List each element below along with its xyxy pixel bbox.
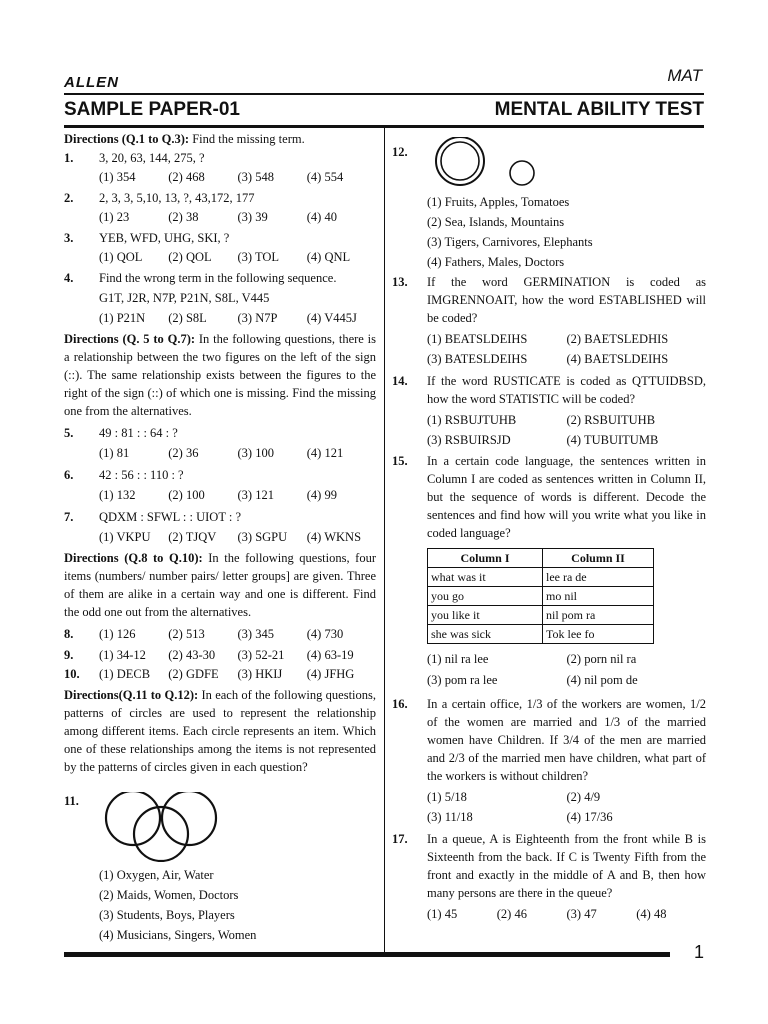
question-14: 14. If the word RUSTICATE is coded as QTTUIDBSD, how the word STATISTIC will be coded? (1) RSBUJTUHB (2) RSBUITUHB (3) RSBUIRSJD (4) TUBUITUMB	[392, 374, 706, 447]
table-row: you like it nil pom ra	[428, 606, 654, 625]
column-divider	[384, 128, 385, 955]
header-rule	[64, 93, 704, 95]
question-6: 6. 42 : 56 : : 110 : ? (1) 132 (2) 100 (3) 121 (4) 99	[64, 468, 337, 502]
table-row: she was sick Tok lee fo	[428, 625, 654, 644]
question-7: 7. QDXM : SFWL : : UIOT : ? (1) VKPU (2) TJQV (3) SGPU (4) WKNS	[64, 510, 362, 544]
question-4: 4. Find the wrong term in the following sequence. G1T, J2R, N7P, P21N, S8L, V445 (1) P21N (2) S8L (3) N7P (4) V445J	[64, 271, 357, 325]
venn-circle-bottom	[134, 807, 188, 861]
subject-label: MAT	[667, 66, 702, 85]
test-title: MENTAL ABILITY TEST	[494, 99, 704, 120]
page-number: 1	[693, 942, 704, 962]
venn-diagram-figure	[99, 792, 299, 862]
question-12: 12. (1) Fruits, Apples, Tomatoes (2) Sea, Islands, Mountains (3) Tigers, Carnivores, Elephants (4) Fathers, Males, Doctors	[392, 137, 706, 271]
question-8: 8. (1) 126 (2) 513 (3) 345 (4) 730	[64, 627, 344, 641]
question-16: 16. In a certain office, 1/3 of the workers are women, 1/2 of the women are married and 1/3 of the married women have Children. If 3/4 of the men are married and 2/3 of the married men have children, what part of the workers is without children? (1) 5/18 (2) 4/9 (3) 11/18 (4) 17/36	[392, 697, 706, 824]
separate-circle	[510, 161, 534, 185]
question-17: 17. In a queue, A is Eighteenth from the front while B is Sixteenth from the back. If C is Twenty Fifth from the front and exactly in the middle of A and B, then how many persons are there in the queue? (1) 45 (2) 46 (3) 47 (4) 48	[392, 832, 706, 921]
venn-circle-right	[162, 792, 216, 845]
right-column	[392, 146, 706, 923]
question-10: 10. (1) DECB (2) GDFE (3) HKIJ (4) JFHG	[64, 667, 355, 681]
brand-logo: ALLEN	[64, 74, 119, 91]
directions-3: Directions (Q.8 to Q.10): In the following questions, four items (numbers/ number pairs/ letter groups] are given. Three of them are alike in a certain way and one is different. Find the odd one out from the alternatives.	[64, 551, 377, 619]
directions-1: Directions (Q.1 to Q.3): Find the missing term.	[64, 132, 305, 146]
question-15: 15. In a certain code language, the sentences written in Column I are coded as sentences written in Column II, but the sequence of words is different. Decode the sentences and find how will you write what you like in coded language? Column I Column II what was it lee ra de you go mo nil you like it nil pom ra she was sick Tok lee fo (1) nil ra lee (2) porn nil ra (3) pom ra lee (4) nil pom de	[392, 454, 706, 687]
question-9: 9. (1) 34-12 (2) 43-30 (3) 52-21 (4) 63-19	[64, 648, 354, 662]
directions-4: Directions(Q.11 to Q.12): In each of the following questions, patterns of circles are used to represent the relationship among different items. Each circle represents an item. Which one of these relationships among the items is not represented by the patterns of circles given in each question?	[64, 688, 377, 774]
table-row: you go mo nil	[428, 587, 654, 606]
directions-2: Directions (Q. 5 to Q.7): In the following questions, there is a relationship between the two figures on the left of the sign (::). The same relationship exists between the figures to the right of the sign (::) of which one is missing. Find the missing one from the alternatives.	[64, 332, 377, 418]
question-3: 3. YEB, WFD, UHG, SKI, ? (1) QOL (2) QOL (3) TOL (4) QNL	[64, 231, 351, 264]
outer-circle	[436, 137, 484, 185]
question-1: 1. 3, 20, 63, 144, 275, ? (1) 354 (2) 468 (3) 548 (4) 554	[64, 151, 344, 184]
footer-rule	[64, 952, 670, 957]
paper-title: SAMPLE PAPER-01	[64, 99, 240, 120]
question-5: 5. 49 : 81 : : 64 : ? (1) 81 (2) 36 (3) 100 (4) 121	[64, 426, 344, 460]
table-row: what was it lee ra de	[428, 568, 654, 587]
question-13: 13. If the word GERMINATION is coded as IMGRENNOAIT, how the word ESTABLISHED will be coded? (1) BEATSLDEIHS (2) BAETSLEDHIS (3) BATESLDEIHS (4) BAETSLDEIHS	[392, 275, 706, 366]
venn-circle-left	[106, 792, 160, 845]
code-table: Column I Column II what was it lee ra de you go mo nil you like it nil pom ra she was sick Tok lee fo	[427, 548, 654, 644]
left-column	[64, 130, 376, 946]
circles-figure	[427, 137, 627, 189]
inner-circle	[441, 142, 479, 180]
question-2: 2. 2, 3, 3, 5,10, 13, ?, 43,172, 177 (1) 23 (2) 38 (3) 39 (4) 40	[64, 191, 337, 224]
question-11: 11. (1) Oxygen, Air, Water (2) Maids, Women, Doctors (3) Students, Boys, Players (4) Musicians, Singers, Women	[64, 792, 376, 944]
